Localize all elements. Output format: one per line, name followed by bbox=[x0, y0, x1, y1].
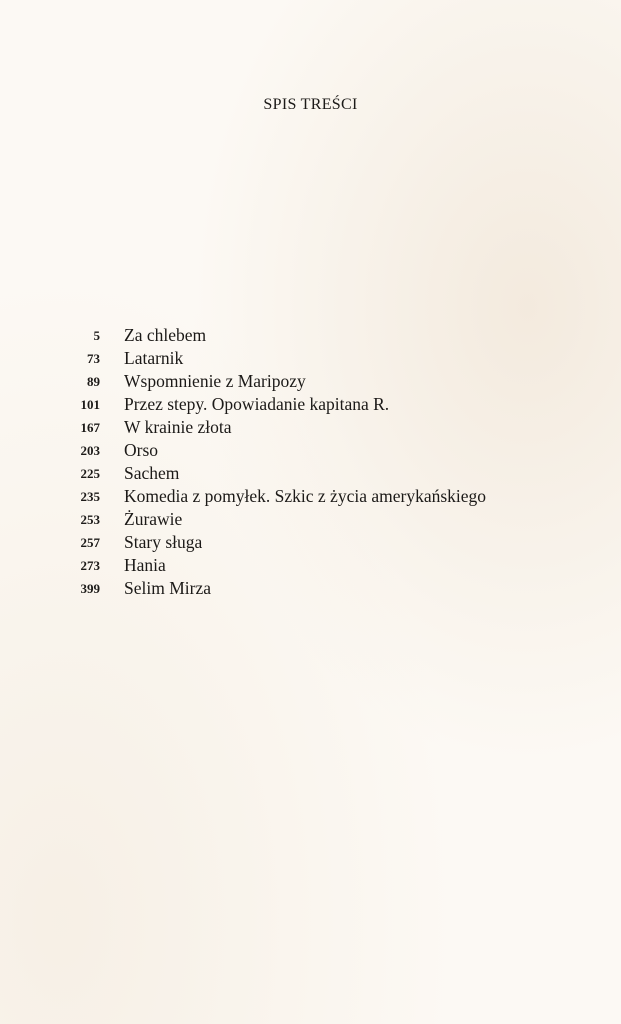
toc-entry bbox=[0, 554, 621, 577]
toc-entry-title: Stary sługa bbox=[124, 532, 203, 552]
toc-entry-title: Hania bbox=[124, 555, 166, 575]
toc-page-number: 253 bbox=[80, 512, 100, 527]
toc-page-number: 89 bbox=[87, 374, 100, 389]
toc-page-number: 257 bbox=[80, 535, 100, 550]
toc-page-number: 167 bbox=[80, 420, 100, 435]
toc-entry bbox=[0, 416, 621, 439]
toc-page-number: 273 bbox=[80, 558, 100, 573]
toc-page-number: 101 bbox=[80, 397, 100, 412]
toc-entry-title: W krainie złota bbox=[124, 417, 232, 437]
page-title: SPIS TREŚCI bbox=[263, 96, 358, 113]
toc-entry bbox=[0, 324, 621, 347]
toc-page-number: 5 bbox=[93, 328, 100, 343]
toc-entry-title: Sachem bbox=[124, 463, 180, 483]
toc-entry bbox=[0, 347, 621, 370]
toc-entry bbox=[0, 485, 621, 508]
toc-entry-title: Żurawie bbox=[124, 509, 183, 529]
toc-entry bbox=[0, 577, 621, 600]
toc-page-number: 203 bbox=[80, 443, 100, 458]
table-of-contents bbox=[0, 324, 621, 600]
toc-entry bbox=[0, 393, 621, 416]
toc-page-number: 235 bbox=[80, 489, 100, 504]
toc-entry bbox=[0, 370, 621, 393]
toc-page-number: 73 bbox=[87, 351, 100, 366]
toc-page-number: 399 bbox=[80, 581, 100, 596]
toc-entry-title: Latarnik bbox=[124, 348, 184, 368]
toc-page-number: 225 bbox=[80, 466, 100, 481]
toc-entry-title: Wspomnienie z Maripozy bbox=[124, 371, 306, 391]
toc-entry bbox=[0, 439, 621, 462]
toc-entry-title: Selim Mirza bbox=[124, 578, 211, 598]
toc-entry-title: Orso bbox=[124, 440, 159, 460]
toc-entry-title: Za chlebem bbox=[124, 325, 207, 345]
toc-entry-title: Przez stepy. Opowiadanie kapitana R. bbox=[124, 394, 390, 414]
toc-entry bbox=[0, 531, 621, 554]
toc-entry bbox=[0, 508, 621, 531]
toc-entry bbox=[0, 462, 621, 485]
toc-entry-title: Komedia z pomyłek. Szkic z życia amerykańskiego bbox=[124, 486, 487, 506]
